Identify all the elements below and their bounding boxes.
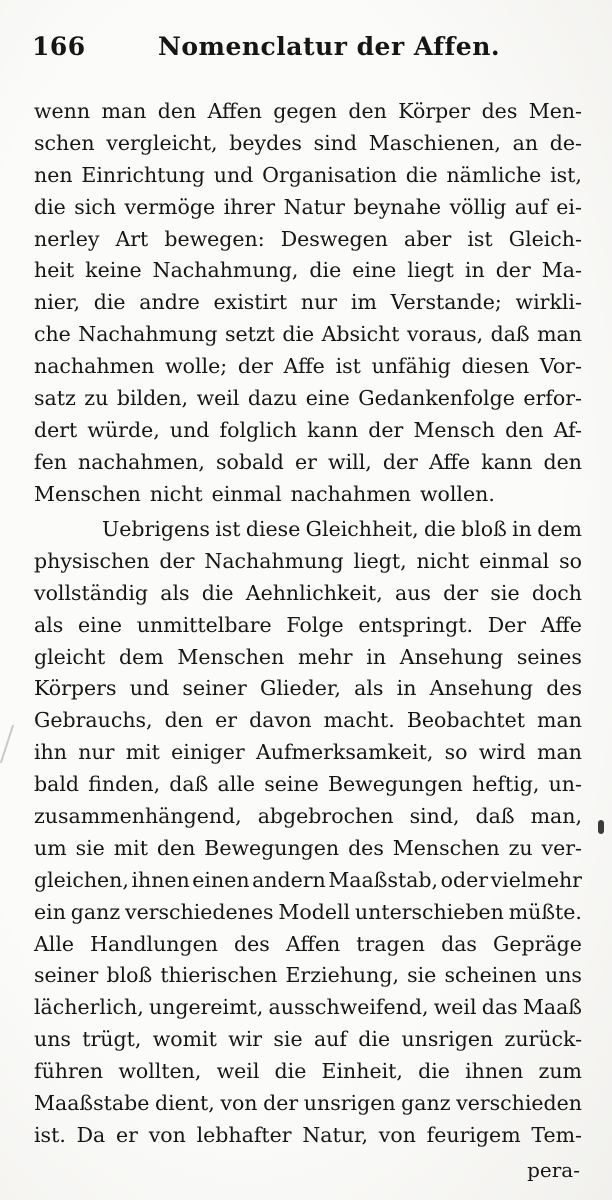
text-line: che Nachahmung setzt die Absicht voraus, daß man bbox=[34, 322, 582, 347]
paragraph-2 bbox=[34, 514, 582, 1152]
text-line: wenn man den Affen gegen den Körper des Men- bbox=[34, 99, 582, 123]
text-line: ein ganz verschiedenes Modell unterschieben müßte. bbox=[34, 899, 582, 924]
text-line: satz zu bilden, weil dazu eine Gedankenfolge erfor- bbox=[34, 386, 582, 411]
page-number: 166 bbox=[32, 32, 86, 61]
running-title: Nomenclatur der Affen. bbox=[158, 32, 501, 61]
text-line: bald finden, daß alle seine Bewegungen heftig, un- bbox=[34, 772, 582, 797]
paragraph-1 bbox=[34, 96, 582, 511]
text-line: Maaßstabe dient, von der unsrigen ganz verschieden bbox=[34, 1091, 582, 1116]
text-line: um sie mit den Bewegungen des Menschen zu ver- bbox=[34, 835, 582, 860]
text-line: als eine unmittelbare Folge entspringt. Der Affe bbox=[34, 612, 582, 637]
text-line: zusammenhängend, abgebrochen sind, daß man, bbox=[34, 804, 582, 829]
text-line: nerley Art bewegen: Deswegen aber ist Gleich- bbox=[34, 226, 582, 251]
text-line: gleichen, ihnen einen andern Maaßstab, oder vielmehr bbox=[34, 867, 582, 892]
text-line: führen wollten, weil die Einheit, die ihnen zum bbox=[34, 1059, 582, 1084]
text-line: schen vergleicht, beydes sind Maschienen, an de- bbox=[34, 130, 582, 155]
text-line: fen nachahmen, sobald er will, der Affe kann den bbox=[34, 449, 582, 474]
text-line: nier, die andre existirt nur im Verstande; wirkli- bbox=[34, 290, 582, 315]
margin-stroke bbox=[0, 725, 14, 764]
text-line: Menschen nicht einmal nachahmen wollen. bbox=[34, 481, 495, 506]
ink-blot bbox=[598, 820, 604, 834]
catchword: pera- bbox=[527, 1158, 580, 1182]
text-line: ist. Da er von lebhafter Natur, von feurigem Tem- bbox=[34, 1122, 582, 1147]
text-line: Gebrauchs, den er davon macht. Beobachtet man bbox=[34, 708, 582, 733]
text-line: heit keine Nachahmung, die eine liegt in der Ma- bbox=[34, 258, 582, 283]
text-line: nachahmen wolle; der Affe ist unfähig diesen Vor- bbox=[34, 354, 582, 379]
text-line: Alle Handlungen des Affen tragen das Gepräge bbox=[34, 931, 582, 956]
text-line: dert würde, und folglich kann der Mensch den Af- bbox=[34, 417, 582, 442]
text-line: vollständig als die Aehnlichkeit, aus der sie doch bbox=[34, 580, 582, 605]
text-line: gleicht dem Menschen mehr in Ansehung seines bbox=[34, 644, 582, 669]
text-line: uns trügt, womit wir sie auf die unsrigen zurück- bbox=[34, 1027, 582, 1052]
text-line: seiner bloß thierischen Erziehung, sie scheinen uns bbox=[34, 963, 582, 988]
text-line: Uebrigens ist diese Gleichheit, die bloß in dem bbox=[102, 517, 582, 541]
running-head bbox=[32, 28, 572, 68]
text-line: lächerlich, ungereimt, ausschweifend, weil das Maaß bbox=[34, 995, 582, 1020]
text-line: die sich vermöge ihrer Natur beynahe völlig auf ei- bbox=[34, 194, 582, 219]
text-line: ihn nur mit einiger Aufmerksamkeit, so wird man bbox=[34, 740, 582, 765]
text-line: physischen der Nachahmung liegt, nicht einmal so bbox=[34, 548, 582, 573]
text-line: Körpers und seiner Glieder, als in Ansehung des bbox=[34, 676, 582, 701]
text-line: nen Einrichtung und Organisation die nämliche ist, bbox=[34, 162, 582, 187]
